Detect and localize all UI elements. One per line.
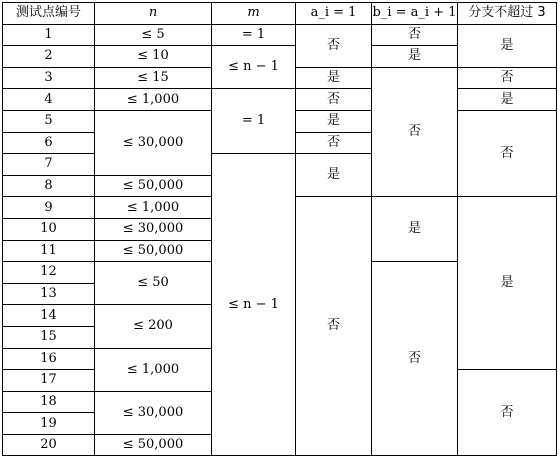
cell-a: 否 — [296, 89, 372, 111]
cell-m: ≤ n − 1 — [212, 154, 296, 456]
cell-a: 是 — [296, 67, 372, 89]
cell-test-id: 1 — [3, 24, 95, 46]
cell-n: ≤ 50 — [95, 262, 212, 305]
cell-b: 否 — [372, 24, 458, 46]
cell-n: ≤ 30,000 — [95, 110, 212, 175]
cell-branch: 否 — [458, 110, 557, 196]
cell-test-id: 7 — [3, 154, 95, 176]
cell-n: ≤ 1,000 — [95, 197, 212, 219]
cell-branch: 否 — [458, 67, 557, 89]
cell-n: ≤ 15 — [95, 67, 212, 89]
header-row — [3, 3, 557, 25]
cell-a: 否 — [296, 132, 372, 154]
header-a: a_i = 1 — [296, 3, 372, 25]
cell-test-id: 12 — [3, 262, 95, 284]
cell-test-id: 17 — [3, 370, 95, 392]
header-m-text: m — [247, 5, 260, 21]
cell-test-id: 13 — [3, 283, 95, 305]
cell-a: 是 — [296, 154, 372, 197]
constraints-table — [2, 2, 557, 456]
cell-test-id: 20 — [3, 434, 95, 456]
header-b: b_i = a_i + 1 — [372, 3, 458, 25]
cell-test-id: 8 — [3, 175, 95, 197]
cell-test-id: 10 — [3, 218, 95, 240]
cell-branch: 是 — [458, 24, 557, 67]
cell-test-id: 11 — [3, 240, 95, 262]
cell-branch: 是 — [458, 197, 557, 370]
header-branch: 分支不超过 3 — [458, 3, 557, 25]
cell-m: = 1 — [212, 24, 296, 46]
cell-n: ≤ 1,000 — [95, 89, 212, 111]
cell-a: 否 — [296, 24, 372, 67]
cell-b: 否 — [372, 67, 458, 197]
cell-branch: 是 — [458, 89, 557, 111]
cell-n: ≤ 50,000 — [95, 175, 212, 197]
cell-test-id: 15 — [3, 326, 95, 348]
cell-test-id: 3 — [3, 67, 95, 89]
cell-test-id: 16 — [3, 348, 95, 370]
header-n-text: n — [148, 5, 158, 21]
cell-n: ≤ 30,000 — [95, 391, 212, 434]
cell-test-id: 4 — [3, 89, 95, 111]
cell-test-id: 6 — [3, 132, 95, 154]
cell-n: ≤ 1,000 — [95, 348, 212, 391]
cell-test-id: 5 — [3, 110, 95, 132]
cell-m: ≤ n − 1 — [212, 46, 296, 89]
cell-n: ≤ 10 — [95, 46, 212, 68]
cell-n: ≤ 200 — [95, 305, 212, 348]
cell-n: ≤ 30,000 — [95, 218, 212, 240]
cell-branch: 否 — [458, 370, 557, 456]
header-m — [212, 3, 296, 25]
cell-test-id: 9 — [3, 197, 95, 219]
cell-a: 否 — [296, 197, 372, 456]
cell-b: 是 — [372, 46, 458, 68]
header-n — [95, 3, 212, 25]
table-row — [3, 89, 557, 111]
cell-b: 否 — [372, 262, 458, 456]
table-row — [3, 24, 557, 46]
cell-test-id: 18 — [3, 391, 95, 413]
header-test-id: 测试点编号 — [3, 3, 95, 25]
cell-a: 是 — [296, 110, 372, 132]
cell-n: ≤ 5 — [95, 24, 212, 46]
cell-test-id: 2 — [3, 46, 95, 68]
cell-test-id: 14 — [3, 305, 95, 327]
cell-test-id: 19 — [3, 413, 95, 435]
cell-m: = 1 — [212, 89, 296, 154]
cell-n: ≤ 50,000 — [95, 240, 212, 262]
cell-n: ≤ 50,000 — [95, 434, 212, 456]
cell-b: 是 — [372, 197, 458, 262]
